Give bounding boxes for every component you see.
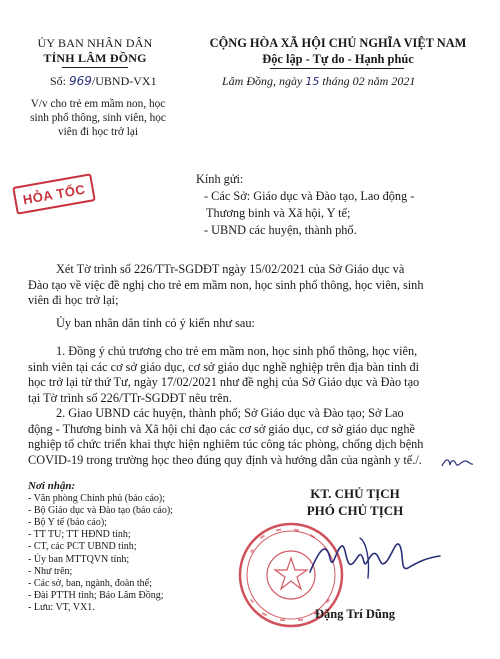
body-line: học trở lại từ thứ Tư, ngày 17/02/2021 như đề nghị của Sở Giáo dục và Đào tạo [28,375,420,389]
recipients-list [28,480,228,614]
date-prefix: Lâm Đồng, ngày [222,74,303,88]
addressee-list [204,188,484,239]
paragraph-consideration [28,262,472,309]
doc-no-handwritten: 969 [69,74,92,88]
addressee-line: Thương binh và Xã hội, Y tế; [206,206,351,220]
body-line: Đào tạo về việc đề nghị cho trẻ em mầm non, học sinh phổ thông, học viên, sinh [28,277,424,292]
body-line: tại Tờ trình số 226/TTr-SGDĐT nêu trên. [28,390,232,405]
recipients-heading: Nơi nhận: [28,480,76,492]
body-line: nghiệp tổ chức triển khai thực hiện nghiêm túc công tác phòng, chống dịch bệnh [28,437,424,451]
agency-name-line2: TỈNH LÂM ĐỒNG [43,51,147,65]
paragraph-item-1 [28,344,472,406]
addressee-heading: Kính gửi: [196,172,244,186]
addressee-line: - Các Sở: Giáo dục và Đào tạo, Lao động - [204,189,415,203]
date-suffix: tháng 02 năm 2021 [322,74,416,88]
body-line: động - Thương binh và Xã hội chỉ đạo các cơ sở giáo dục, cơ sở giáo dục nghề [28,421,415,436]
document-number [50,74,157,89]
addressee-line: - UBND các huyện, thành phố. [204,223,357,237]
body-line: Ủy ban nhân dân tỉnh có ý kiến như sau: [56,316,255,330]
agency-header [14,36,176,66]
recipient-item: - TT TU; TT HĐND tỉnh; [28,529,131,541]
paragraph-opinion [28,316,472,332]
paragraph-item-2 [28,406,472,468]
body-line: Xét Tờ trình số 226/TTr-SGDĐT ngày 15/02/2021 của Sở Giáo dục và [56,262,405,276]
issue-date [222,74,415,89]
handwritten-signature-icon [300,528,450,588]
agency-name-line1: ỦY BAN NHÂN DÂN [37,36,153,50]
urgent-stamp: HỎA TỐC [12,173,96,214]
body-line: sinh viên tại các cơ sở giáo dục, cơ sở giáo dục nghề nghiệp trên địa bàn tỉnh đi [28,359,420,374]
recipient-item: - Bộ Y tế (báo cáo); [28,517,107,529]
signer-name: Đặng Trí Dũng [314,607,396,621]
motto-underline [270,68,404,69]
recipient-item: - Bộ Giáo dục và Đào tạo (báo cáo); [28,505,173,517]
subject-line: V/v cho trẻ em mầm non, học [30,98,166,110]
recipient-item: - Đài PTTH tỉnh; Báo Lâm Đồng; [28,589,164,601]
signer-role-line1: KT. CHỦ TỊCH [310,486,400,501]
recipient-item: - Các sở, ban, ngành, đoàn thể; [28,577,152,589]
date-day-handwritten: 15 [305,75,320,88]
subject-line: viên đi học trở lại [57,126,138,138]
recipient-item: - Lưu: VT, VX1. [28,601,95,613]
recipient-item: - Văn phòng Chính phủ (báo cáo); [28,493,166,505]
national-header [188,36,488,67]
signer-role-line2: PHÓ CHỦ TỊCH [306,503,404,518]
subject-line: sinh phổ thông, sinh viên, học [30,112,166,124]
republic-title: CỘNG HÒA XÃ HỘI CHỦ NGHĨA VIỆT NAM [209,36,467,50]
doc-no-suffix: /UBND-VX1 [91,74,157,88]
national-motto: Độc lập - Tự do - Hạnh phúc [262,52,414,66]
document-subject [18,97,178,139]
body-line: 1. Đồng ý chủ trương cho trẻ em mầm non, học sinh phổ thông, học viên, [56,344,418,358]
recipient-item: - CT, các PCT UBND tỉnh; [28,541,137,553]
body-line: 2. Giao UBND các huyện, thành phố; Sở Giáo dục và Đào tạo; Sở Lao [56,406,404,420]
body-line: viên đi học trở lại; [28,293,119,307]
signature-block [290,485,420,519]
agency-underline [62,67,128,68]
recipient-item: - Như trên; [28,565,73,577]
body-line: COVID-19 trong trường học theo đúng quy định và hướng dẫn của ngành y tế./. [28,452,422,467]
doc-no-prefix: Số: [50,74,67,88]
recipient-item: - Ủy ban MTTQVN tỉnh; [28,553,130,565]
initial-mark-icon [440,456,474,470]
